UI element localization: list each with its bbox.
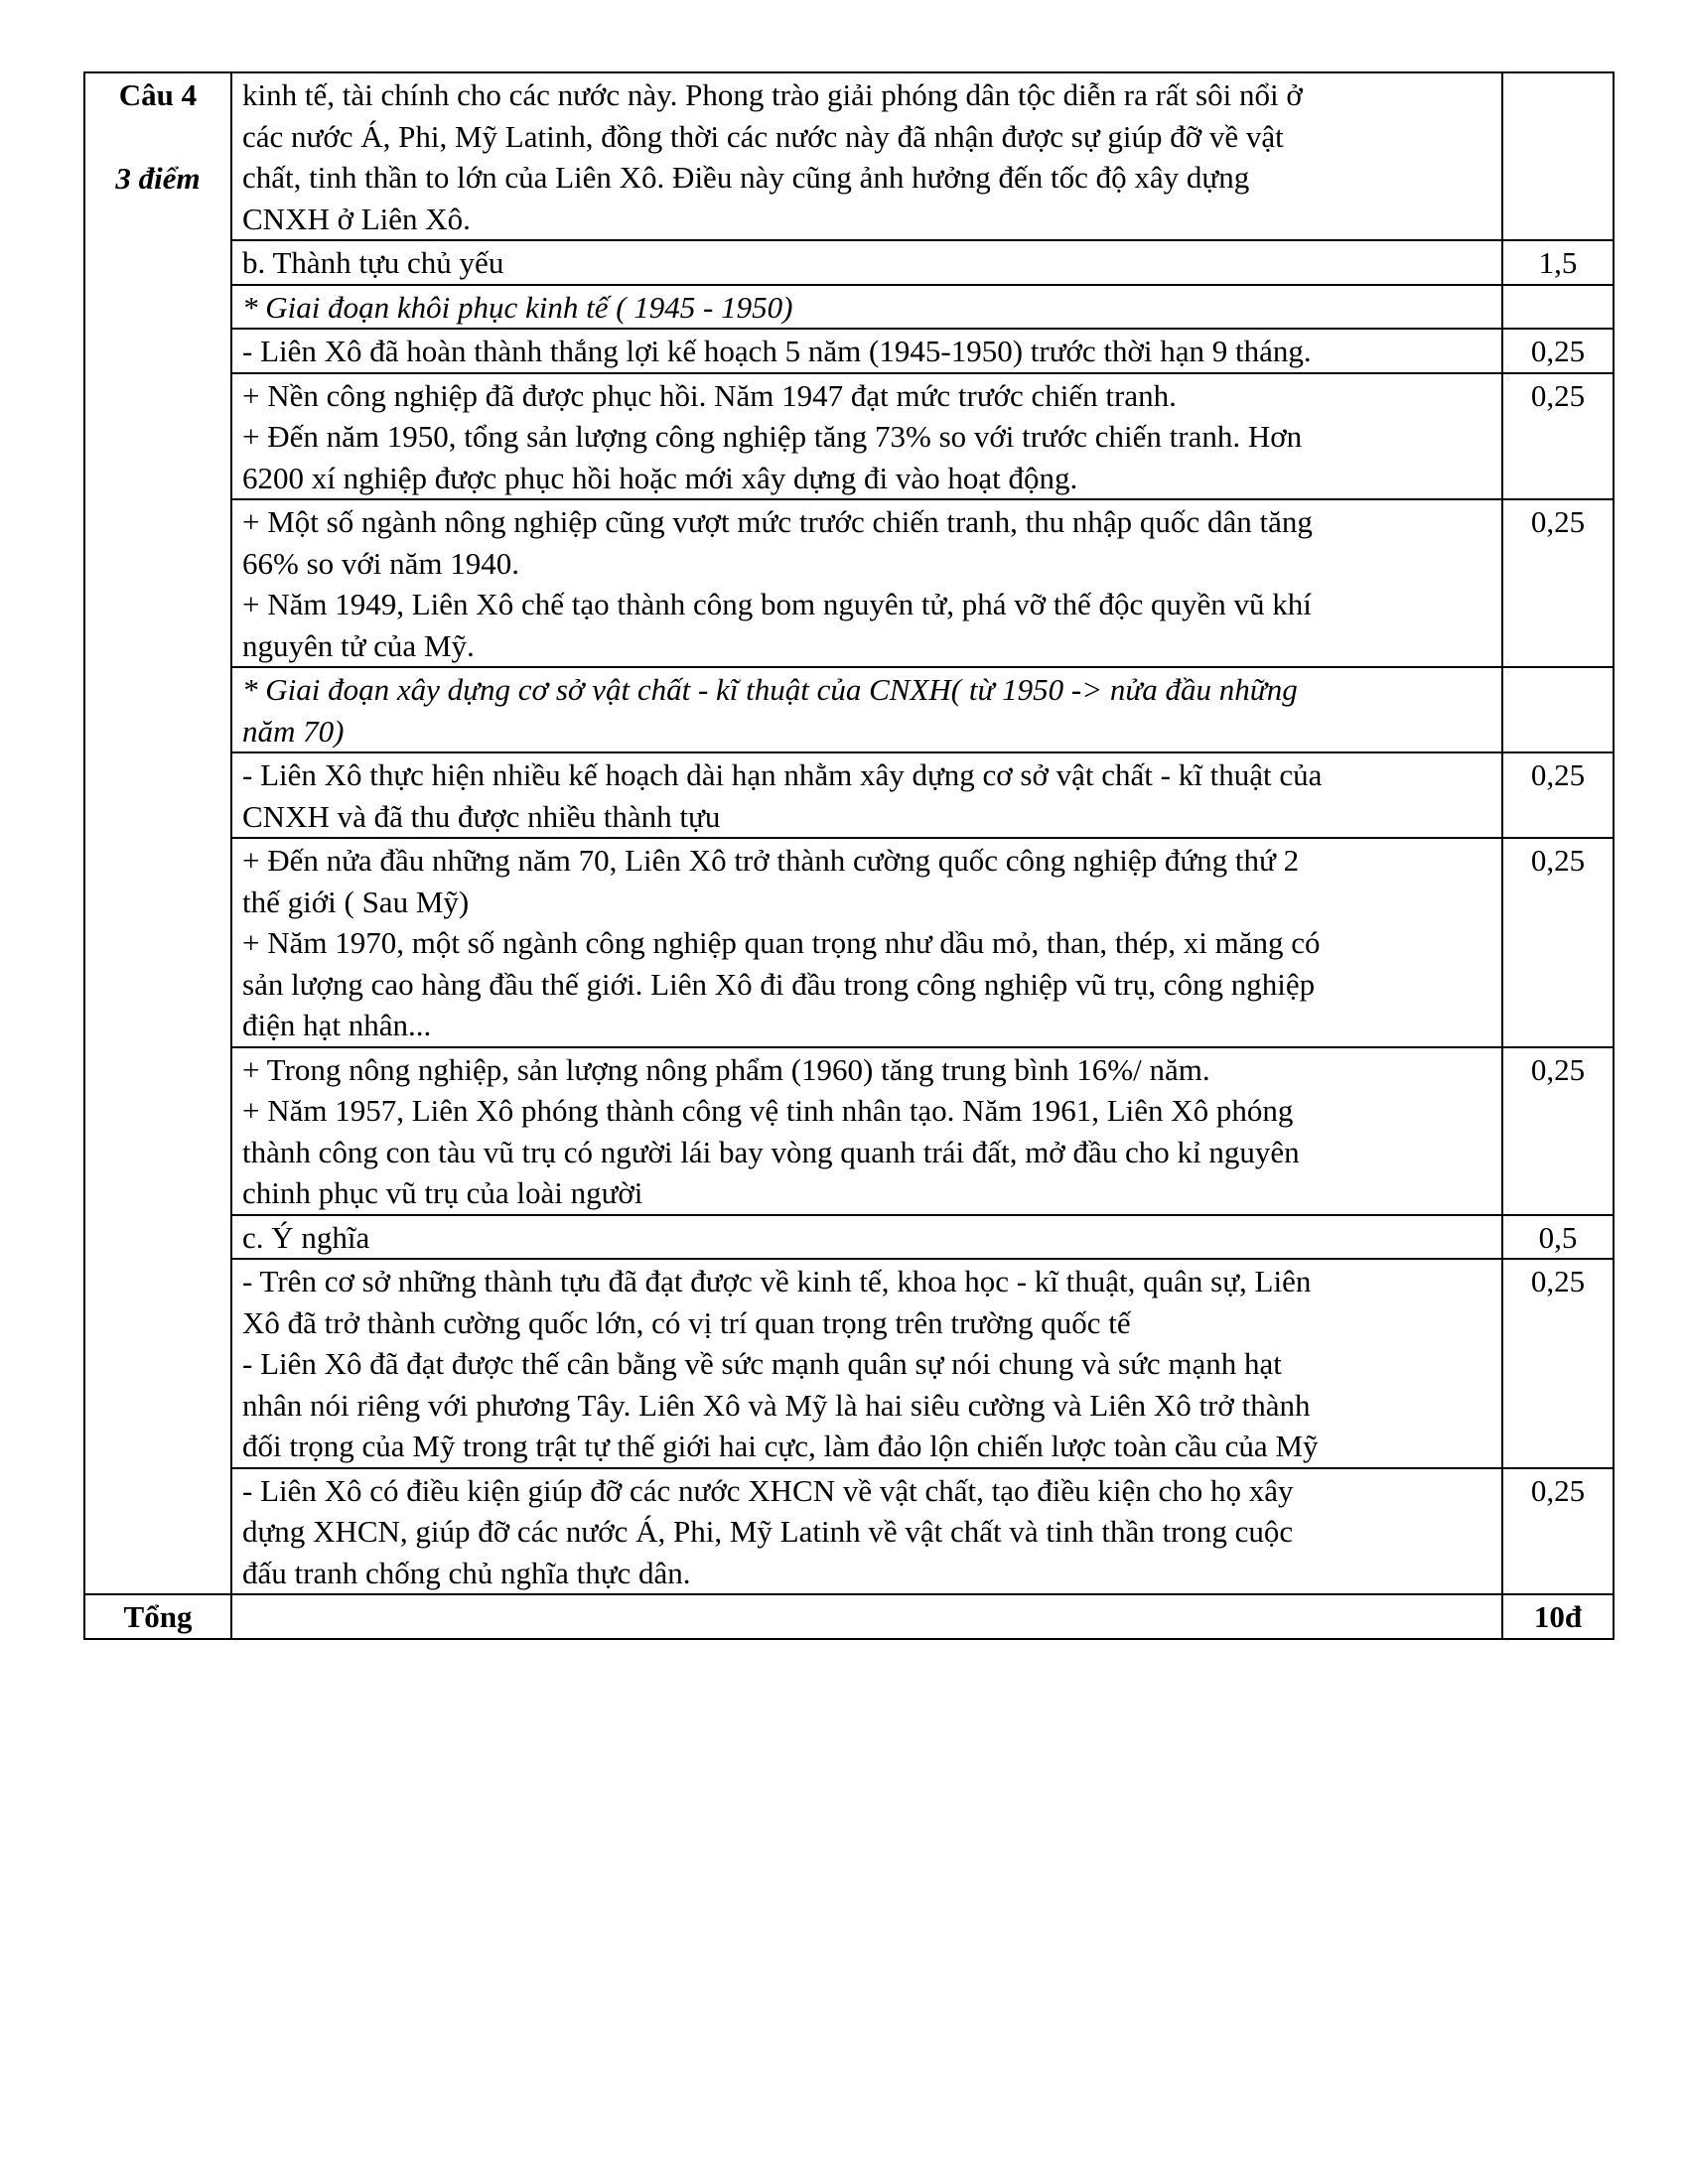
answer-line: - Liên Xô đã hoàn thành thắng lợi kế hoạch 5 năm (1945-1950) trước thời hạn 9 tháng. <box>242 334 1312 368</box>
answer-line: đấu tranh chống chủ nghĩa thực dân. <box>242 1555 691 1590</box>
answer-line: + Trong nông nghiệp, sản lượng nông phẩm (1960) tăng trung bình 16%/ năm. <box>242 1051 1210 1087</box>
answer-row <box>84 1259 1614 1468</box>
question-label-cell <box>84 72 231 1594</box>
answer-line: 6200 xí nghiệp được phục hồi hoặc mới xây dựng đi vào hoạt động. <box>242 460 1078 495</box>
answer-line: + Năm 1957, Liên Xô phóng thành công vệ tinh nhân tạo. Năm 1961, Liên Xô phóng <box>242 1093 1294 1128</box>
answer-row <box>84 499 1614 667</box>
score-cell: 0,25 <box>1502 499 1614 667</box>
answer-content <box>231 752 1502 838</box>
answer-line: + Đến nửa đầu những năm 70, Liên Xô trở thành cường quốc công nghiệp đứng thứ 2 <box>242 843 1300 878</box>
answer-line: Xô đã trở thành cường quốc lớn, có vị trí quan trọng trên trường quốc tế <box>242 1304 1131 1340</box>
answer-row <box>84 373 1614 500</box>
answer-line: 66% so với năm 1940. <box>242 545 520 581</box>
answer-line: nguyên tử của Mỹ. <box>242 627 475 663</box>
answer-content <box>231 72 1502 240</box>
answer-line: + Năm 1949, Liên Xô chế tạo thành công bom nguyên tử, phá vỡ thế độc quyền vũ khí <box>242 587 1312 621</box>
answer-line: + Đến năm 1950, tổng sản lượng công nghiệp tăng 73% so với trước chiến tranh. Hơn <box>242 419 1303 454</box>
answer-line: - Liên Xô có điều kiện giúp đỡ các nước XHCN về vật chất, tạo điều kiện cho họ xây <box>242 1472 1294 1508</box>
score-cell: 0,25 <box>1502 329 1614 373</box>
answer-line: sản lượng cao hàng đầu thế giới. Liên Xô đi đầu trong công nghiệp vũ trụ, công nghiệp <box>242 966 1316 1002</box>
answer-line: các nước Á, Phi, Mỹ Latinh, đồng thời các nước này đã nhận được sự giúp đỡ về vật <box>242 118 1284 154</box>
answer-row <box>84 838 1614 1047</box>
answer-line: thế giới ( Sau Mỹ) <box>242 884 470 919</box>
answer-content <box>231 373 1502 500</box>
answer-line: điện hạt nhân... <box>242 1008 432 1042</box>
answer-line: * Giai đoạn xây dựng cơ sở vật chất - kĩ thuật của CNXH( từ 1950 -> nửa đầu những <box>242 672 1298 707</box>
score-cell: 0,25 <box>1502 752 1614 838</box>
section-heading-row <box>84 240 1614 285</box>
answer-content <box>231 240 1502 285</box>
answer-line: thành công con tàu vũ trụ có người lái bay vòng quanh trái đất, mở đầu cho kỉ nguyên <box>242 1134 1300 1169</box>
score-cell: 0,25 <box>1502 373 1614 500</box>
total-content <box>231 1594 1502 1639</box>
total-row <box>84 1594 1614 1639</box>
label-spacer <box>95 116 220 158</box>
answer-content <box>231 1215 1502 1260</box>
score-cell: 1,5 <box>1502 240 1614 285</box>
answer-line: - Liên Xô thực hiện nhiều kế hoạch dài hạn nhằm xây dựng cơ sở vật chất - kĩ thuật của <box>242 757 1323 792</box>
answer-line: năm 70) <box>242 713 345 749</box>
score-cell <box>1502 285 1614 330</box>
answer-row <box>84 1047 1614 1215</box>
total-label: Tổng <box>84 1594 231 1639</box>
answer-content <box>231 1259 1502 1468</box>
answer-content <box>231 285 1502 330</box>
answer-line: - Liên Xô đã đạt được thế cân bằng về sức mạnh quân sự nói chung và sức mạnh hạt <box>242 1346 1282 1381</box>
answer-content <box>231 1047 1502 1215</box>
answer-line: CNXH ở Liên Xô. <box>242 201 471 236</box>
answer-content <box>231 329 1502 373</box>
answer-line: nhân nói riêng với phương Tây. Liên Xô và Mỹ là hai siêu cường và Liên Xô trở thành <box>242 1387 1311 1423</box>
answer-content <box>231 499 1502 667</box>
answer-line: + Nền công nghiệp đã được phục hồi. Năm 1947 đạt mức trước chiến tranh. <box>242 377 1177 413</box>
answer-row <box>84 1468 1614 1595</box>
answer-line: kinh tế, tài chính cho các nước này. Phong trào giải phóng dân tộc diễn ra rất sôi nổi ở <box>242 77 1303 112</box>
answer-line: c. Ý nghĩa <box>242 1219 370 1255</box>
score-cell: 0,25 <box>1502 1468 1614 1595</box>
score-cell: 0,25 <box>1502 838 1614 1047</box>
score-cell: 0,5 <box>1502 1215 1614 1260</box>
answer-content <box>231 838 1502 1047</box>
answer-content <box>231 1468 1502 1595</box>
answer-row <box>84 72 1614 240</box>
answer-line: CNXH và đã thu được nhiều thành tựu <box>242 798 721 834</box>
phase-heading-row <box>84 667 1614 752</box>
answer-row <box>84 329 1614 373</box>
answer-content <box>231 667 1502 752</box>
answer-line: b. Thành tựu chủ yếu <box>242 245 504 280</box>
answer-line: + Một số ngành nông nghiệp cũng vượt mức trước chiến tranh, thu nhập quốc dân tăng <box>242 504 1313 539</box>
answer-line: dựng XHCN, giúp đỡ các nước Á, Phi, Mỹ Latinh về vật chất và tinh thần trong cuộc <box>242 1514 1294 1549</box>
total-score: 10đ <box>1502 1594 1614 1639</box>
answer-line: + Năm 1970, một số ngành công nghiệp quan trọng như dầu mỏ, than, thép, xi măng có <box>242 925 1321 960</box>
score-cell <box>1502 72 1614 240</box>
section-heading-row <box>84 1215 1614 1260</box>
answer-line: chất, tinh thần to lớn của Liên Xô. Điều này cũng ảnh hưởng đến tốc độ xây dựng <box>242 160 1250 195</box>
score-cell <box>1502 667 1614 752</box>
answer-line: chinh phục vũ trụ của loài người <box>242 1175 643 1210</box>
answer-row <box>84 752 1614 838</box>
answer-key-table <box>83 71 1615 1640</box>
score-cell: 0,25 <box>1502 1047 1614 1215</box>
answer-line: đối trọng của Mỹ trong trật tự thế giới hai cực, làm đảo lộn chiến lược toàn cầu của Mỹ <box>242 1429 1319 1463</box>
score-cell: 0,25 <box>1502 1259 1614 1468</box>
phase-heading-row <box>84 285 1614 330</box>
question-number: Câu 4 <box>118 77 198 112</box>
answer-line: - Trên cơ sở những thành tựu đã đạt được về kinh tế, khoa học - kĩ thuật, quân sự, Liên <box>242 1264 1312 1298</box>
answer-key-page <box>83 71 1615 1640</box>
question-points: 3 điểm <box>115 160 201 196</box>
answer-line: * Giai đoạn khôi phục kinh tế ( 1945 - 1950) <box>242 289 793 325</box>
answer-key-body <box>84 72 1614 1639</box>
